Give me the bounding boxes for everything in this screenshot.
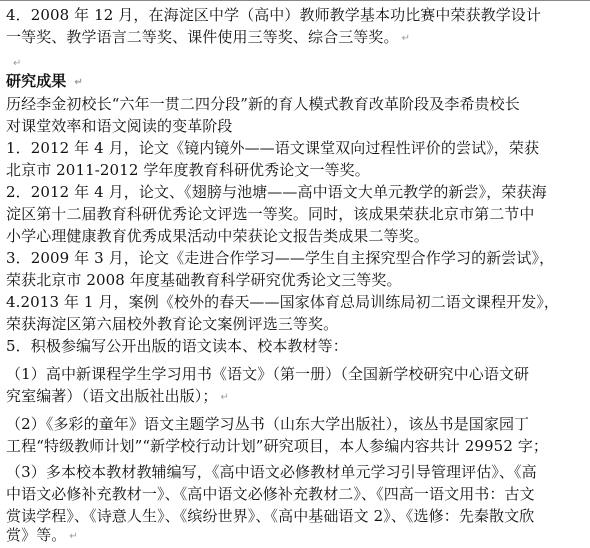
text-line bbox=[6, 269, 402, 291]
line-text: 赏》等。 bbox=[6, 526, 67, 544]
section-heading bbox=[6, 70, 83, 92]
text-line bbox=[6, 247, 554, 269]
paragraph-mark-icon: ↵ bbox=[74, 77, 83, 88]
paragraph-mark-icon: ↵ bbox=[220, 392, 229, 403]
text-line bbox=[6, 335, 348, 357]
line-text: 4.2013 年 1 月，案例《校外的春天——国家体育总局训练局初二语文课程开发》， bbox=[6, 293, 560, 311]
text-line bbox=[6, 203, 535, 225]
text-line bbox=[6, 413, 529, 435]
line-text: （1）高中新课程学生学习用书《语文》（第一册）（全国新学校研究中心语文研 bbox=[6, 365, 530, 383]
text-line bbox=[6, 483, 535, 505]
text-line bbox=[6, 137, 539, 159]
line-text: 1．2012 年 4 月，论文《镜内镜外——语文课堂双向过程性评价的尝试》，荣获 bbox=[6, 139, 540, 157]
paragraph-mark-icon: ↵ bbox=[13, 58, 22, 69]
line-text: 3．2009 年 3 月，论文《走进合作学习——学生自主探究型合作学习的新尝试》， bbox=[6, 249, 555, 267]
paragraph-mark-icon: ↵ bbox=[69, 531, 78, 542]
text-line bbox=[6, 524, 78, 546]
top-rule bbox=[0, 0, 590, 1]
line-text: 5．积极参编写公开出版的语文读本、校本教材等： bbox=[6, 337, 348, 355]
text-line bbox=[6, 26, 410, 48]
line-text: 中语文必修补充教材一》、《高中语文必修补充教材二》、《四高一语文用书：古文 bbox=[6, 485, 535, 503]
text-line bbox=[6, 385, 229, 407]
line-text: 小学心理健康教育优秀成果活动中荣获论文报告类成果二等奖。 bbox=[6, 227, 429, 245]
text-line bbox=[6, 363, 529, 385]
text-line bbox=[6, 505, 534, 527]
line-text: 工程“特级教师计划”“新学校行动计划”研究项目，本人参编内容共计 29952 字； bbox=[6, 437, 549, 455]
line-text: （2）《多彩的童年》语文主题学习丛书（山东大学出版社），该丛书是国家园丁 bbox=[6, 415, 530, 433]
line-text: 对课堂效率和语文阅读的变革阶段 bbox=[6, 117, 233, 135]
text-line bbox=[6, 115, 233, 137]
text-line bbox=[6, 93, 520, 115]
line-text: 北京市 2011-2012 学年度教育科研优秀论文一等奖。 bbox=[6, 161, 370, 179]
text-line bbox=[6, 435, 548, 457]
line-text: 一等奖、教学语言二等奖、课件使用三等奖、综合三等奖。 bbox=[6, 28, 399, 46]
line-text: 历经李金初校长“六年一贯二四分段”新的育人模式教育改革阶段及李希贵校长 bbox=[6, 95, 520, 113]
heading-text: 研究成果 bbox=[6, 72, 67, 90]
line-text: （3）多本校本教材教辅编写，《高中语文必修教材单元学习引导管理评估》、《高 bbox=[6, 463, 537, 481]
line-text: 淀区第十二届教育科研优秀论文评选一等奖。同时，该成果荣获北京市第二节中 bbox=[6, 205, 535, 223]
text-line bbox=[6, 159, 370, 181]
line-text: 究室编著）（语文出版社出版）； bbox=[6, 387, 218, 405]
text-line bbox=[6, 4, 541, 26]
line-text: 荣获北京市 2008 年度基础教育科学研究优秀论文三等奖。 bbox=[6, 271, 402, 289]
text-line bbox=[6, 461, 537, 483]
line-text: 赏读学程》、《诗意人生》、《缤纷世界》、《高中基础语文 2》、《选修：先秦散文欣 bbox=[6, 507, 535, 525]
text-line bbox=[6, 225, 429, 247]
line-text: 2．2012 年 4 月，论文、《翅膀与池塘——高中语文大单元教学的新尝》，荣获海 bbox=[6, 183, 547, 201]
text-line bbox=[6, 291, 559, 313]
line-text: 荣获海淀区第六届校外教育论文案例评选三等奖。 bbox=[6, 315, 339, 333]
text-line bbox=[6, 313, 338, 335]
text-line bbox=[6, 181, 547, 203]
line-text: 4．2008 年 12 月，在海淀区中学（高中）教师教学基本功比赛中荣获教学设计 bbox=[6, 6, 542, 24]
paragraph-mark-icon: ↵ bbox=[401, 33, 411, 44]
